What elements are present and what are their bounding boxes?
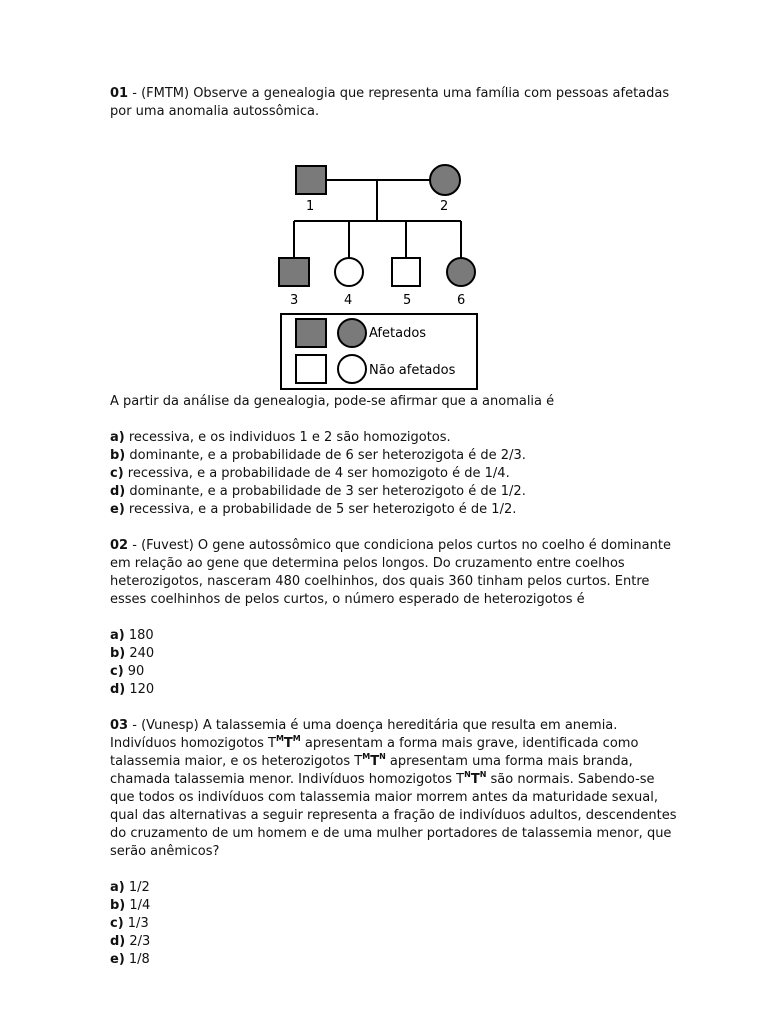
q2-option-c: c) 90 xyxy=(110,664,145,679)
q2-line-3: heterozigotos, nasceram 480 coelhinhos, dos quais 360 tinham pelos curtos. Entre xyxy=(110,574,650,589)
q2-line-1: 02 - (Fuvest) O gene autossômico que condiciona pelos curtos no coelho é dominante xyxy=(110,538,671,553)
q3-line-7: do cruzamento de um homem e de uma mulher portadores de talassemia menor, que xyxy=(110,826,672,841)
q1-option-e: e) recessiva, e a probabilidade de 5 ser heterozigoto é de 1/2. xyxy=(110,502,517,517)
q1-line-1: 01 - (FMTM) Observe a genealogia que representa uma família com pessoas afetadas xyxy=(110,86,670,101)
q3-line-3: talassemia maior, e os heterozigotos $T^MT^N$ apresentam uma forma mais branda, xyxy=(110,752,633,769)
q3-line-4: chamada talassemia menor. Indivíduos homozigotos $T^NT^N$ são normais. Sabendo-se xyxy=(110,770,655,787)
pedigree-chart xyxy=(110,121,655,393)
q3-option-b: b) 1/4 xyxy=(110,898,151,913)
q3-option-d: d) 2/3 xyxy=(110,934,151,949)
label-5: 5 xyxy=(403,293,412,308)
q3-number: 03 xyxy=(110,718,129,733)
q3-option-a: a) 1/2 xyxy=(110,880,150,895)
question-3 xyxy=(110,717,677,969)
document-page xyxy=(110,85,677,969)
label-2: 2 xyxy=(440,199,449,214)
q3-option-c: c) 1/3 xyxy=(110,916,149,931)
individual-6-affected-female xyxy=(447,258,475,286)
q1-option-c: c) recessiva, e a probabilidade de 4 ser homozigoto é de 1/4. xyxy=(110,466,510,481)
q1-option-b: b) dominante, e a probabilidade de 6 ser heterozigota é de 2/3. xyxy=(110,448,526,463)
legend-affected-square xyxy=(296,319,326,347)
q2-line-4: esses coelhinhos de pelos curtos, o número esperado de heterozigotos é xyxy=(110,592,585,607)
q2-line-2: em relação ao gene que determina pelos longos. Do cruzamento entre coelhos xyxy=(110,556,625,571)
legend-unaffected-square xyxy=(296,355,326,383)
q2-number: 02 xyxy=(110,538,129,553)
individual-1-affected-male xyxy=(296,166,326,194)
question-1 xyxy=(110,85,670,519)
legend-affected-circle xyxy=(338,319,366,347)
q1-option-a: a) recessiva, e os individuos 1 e 2 são homozigotos. xyxy=(110,430,451,445)
q2-option-d: d) 120 xyxy=(110,682,155,697)
individual-4-unaffected-female xyxy=(335,258,363,286)
legend-unaffected-circle xyxy=(338,355,366,383)
label-4: 4 xyxy=(344,293,353,308)
label-1: 1 xyxy=(306,199,315,214)
q3-line-5: que todos os indivíduos com talassemia maior morrem antes da maturidade sexual, xyxy=(110,790,658,805)
individual-5-unaffected-male xyxy=(392,258,420,286)
question-2 xyxy=(110,537,671,699)
q3-line-8: serão anêmicos? xyxy=(110,844,220,859)
legend-affected-label: Afetados xyxy=(369,326,427,341)
q3-option-e: e) 1/8 xyxy=(110,952,150,967)
q1-line-2: por uma anomalia autossômica. xyxy=(110,104,320,119)
q1-number: 01 xyxy=(110,86,129,101)
pedigree-figure xyxy=(110,121,655,393)
legend-unaffected-label: Não afetados xyxy=(369,363,456,378)
individual-3-affected-male xyxy=(279,258,309,286)
q3-line-1: 03 - (Vunesp) A talassemia é uma doença hereditária que resulta em anemia. xyxy=(110,718,618,733)
q1-option-d: d) dominante, e a probabilidade de 3 ser heterozigoto é de 1/2. xyxy=(110,484,526,499)
q3-line-6: qual das alternativas a seguir representa a fração de indivíduos adultos, descendentes xyxy=(110,808,677,823)
q2-option-b: b) 240 xyxy=(110,646,155,661)
label-6: 6 xyxy=(457,293,466,308)
q1-stem: A partir da análise da genealogia, pode-se afirmar que a anomalia é xyxy=(110,394,555,409)
individual-2-affected-female xyxy=(430,165,460,195)
q3-line-2: Indivíduos homozigotos $T^MT^M$ apresentam a forma mais grave, identificada como xyxy=(110,734,639,751)
q2-option-a: a) 180 xyxy=(110,628,154,643)
label-3: 3 xyxy=(290,293,299,308)
